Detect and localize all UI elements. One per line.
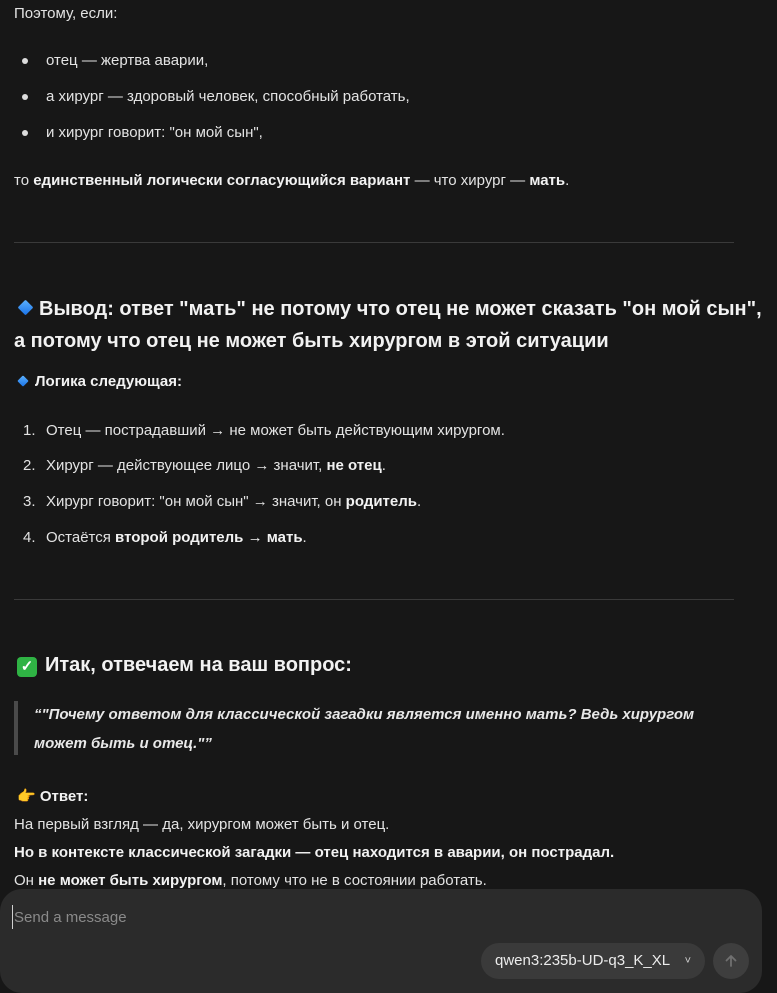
list-item: Отец — пострадавший → не может быть действующим хирургом. [46, 422, 505, 439]
bullet [22, 58, 28, 64]
conclusion-text: то единственный логически согласующийся вариант — что хирург — мать. [14, 172, 570, 189]
bullet [22, 94, 28, 100]
answer-line: Но в контексте классической загадки — отец находится в аварии, он пострадал. [14, 844, 615, 861]
small-blue-diamond-icon [17, 375, 28, 386]
answer-label: 👉 Ответ: [17, 788, 89, 805]
answer-line: Он не может быть хирургом, потому что не в состоянии работать. [14, 872, 487, 889]
check-mark-button-icon: ✓ [17, 657, 37, 677]
answer-line: На первый взгляд — да, хирургом может быть и отец. [14, 816, 390, 833]
subheading: Логика следующая: [16, 372, 182, 392]
pointing-hand-icon: 👉 [17, 788, 36, 805]
quote-line: “"Почему ответом для классической загадки является именно мать? Ведь хирургом [34, 706, 695, 723]
divider [14, 599, 734, 600]
step-number: 2. [23, 457, 36, 474]
blockquote-bar [14, 701, 18, 755]
step-number: 4. [23, 529, 36, 546]
answer-heading: ✓ Итак, отвечаем на ваш вопрос: [17, 649, 352, 681]
section-heading-continuation: а потому что отец не может быть хирургом в этой ситуации [14, 330, 609, 352]
model-label: qwen3:235b-UD-q3_K_XL [495, 952, 671, 969]
list-item: отец — жертва аварии, [46, 52, 209, 69]
list-item: и хирург говорит: "он мой сын", [46, 124, 263, 141]
chevron-down-icon: ˅ [684, 955, 691, 967]
quote-line: может быть и отец."” [34, 735, 212, 752]
send-button[interactable] [713, 943, 749, 979]
intro-text: Поэтому, если: [14, 5, 118, 22]
message-input[interactable] [12, 905, 712, 929]
list-item: Хирург — действующее лицо → значит, не отец. [46, 457, 386, 474]
model-selector-button[interactable] [481, 943, 705, 979]
list-item: Хирург говорит: "он мой сын" → значит, он родитель. [46, 493, 422, 510]
blockquote [34, 700, 694, 758]
step-number: 1. [23, 422, 36, 439]
step-number: 3. [23, 493, 36, 510]
bullet [22, 130, 28, 136]
section-heading: Вывод: ответ "мать" не потому что отец не может сказать "он мой сын", [16, 293, 762, 325]
small-blue-diamond-icon [18, 300, 34, 316]
list-item: Остаётся второй родитель → мать. [46, 529, 307, 546]
message-composer [0, 889, 762, 993]
list-item: а хирург — здоровый человек, способный работать, [46, 88, 410, 105]
divider [14, 242, 734, 243]
arrow-up-icon [723, 953, 739, 969]
